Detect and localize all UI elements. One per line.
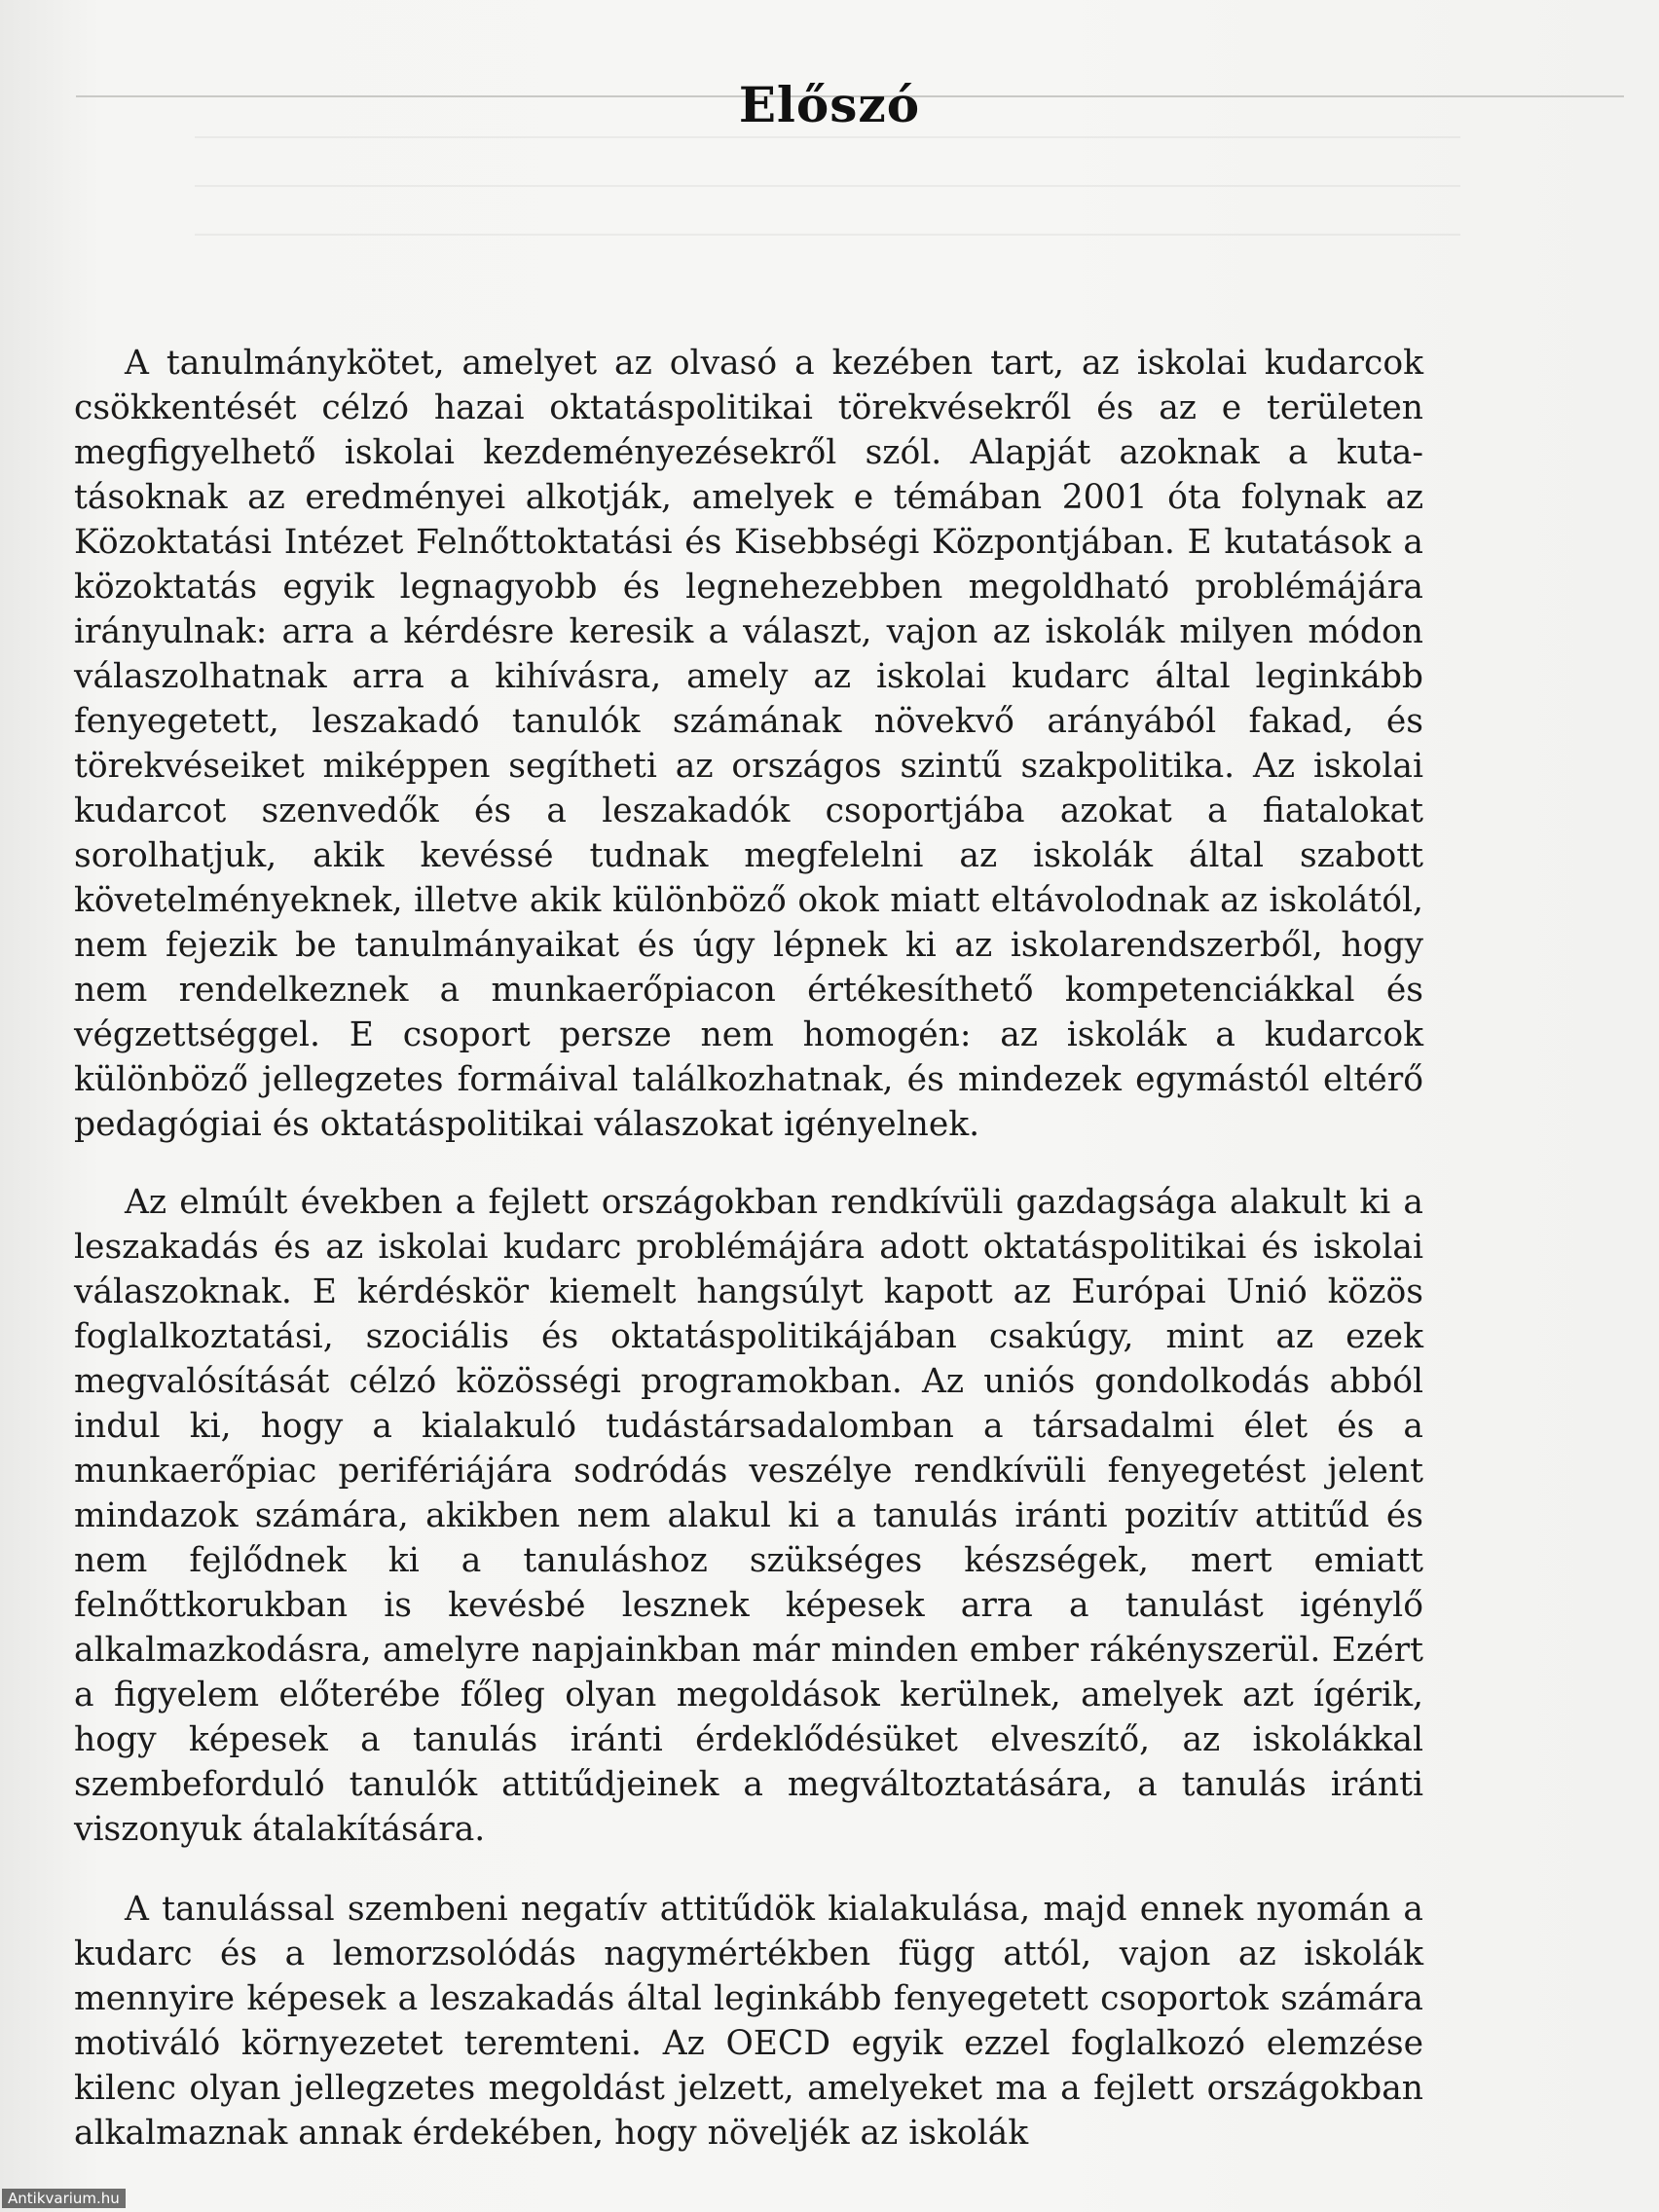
paragraph-3: A tanulással szembeni negatív attitűdök kialakulása, majd ennek nyomán a kudarc és a lemorzsolódás nagymértékben függ attól, vajon az iskolák mennyire képesek a leszakadás által leginkább fenyegetett csoportok számára motiváló környezetet teremteni. Az OECD egyik ezzel foglalkozó elemzése kilenc olyan jellegzetes megoldást jelzett, amelyeket ma a fejlett országokban alkalmaznak annak érdekében, hogy növeljék az iskolák bbox=[74, 1890, 1423, 2153]
page-title: Előszó bbox=[738, 76, 921, 133]
show-through-line bbox=[195, 185, 1460, 187]
show-through-line bbox=[195, 234, 1460, 236]
body-text bbox=[74, 341, 1423, 2185]
paragraph-2: Az elmúlt években a fejlett országokban rendkívüli gazdagsága alakult ki a leszakadás és az iskolai kudarc problémájára adott oktatáspolitikai és iskolai válaszoknak. E kérdéskör kiemelt hangsúlyt kapott az Európai Unió közös foglalkoztatási, szociális és oktatáspolitikájában csakúgy, mint az ezek megvalósítását célzó közösségi programokban. Az uniós gondolkodás abból indul ki, hogy a kialakuló tudástársadalomban a társadalmi élet és a munkaerőpiac perifériájára sodródás veszélye rendkívüli fenyegetést jelent mindazok számára, akikben nem alakul ki a tanulás iránti pozitív attitűd és nem fejlődnek ki a tanuláshoz szükséges készségek, mert emiatt felnőttkorukban is kevésbé lesznek képesek arra a tanulást igénylő alkalmazkodásra, amelyre napjainkban már minden ember rákényszerül. Ezért a figyelem előterébe főleg olyan megoldások kerülnek, amelyek azt ígérik, hogy képesek a tanulás iránti érdeklődésüket elveszítő, az iskolákkal szembeforduló tanulók attitűdjeinek a megváltoztatására, a tanulás iránti viszonyuk átalakítására. bbox=[74, 1183, 1423, 1849]
paragraph-1: A tanulmánykötet, amelyet az olvasó a kezében tart, az iskolai kudarcok csökkentését célzó hazai oktatáspolitikai törekvésekről és az e területen megfigyelhető iskolai kezdeményezésekről szól. Alapját azoknak a kutatásoknak az eredményei alkotják, amelyek e témában 2001 óta folynak az Közoktatási Intézet Felnőttoktatási és Kisebbségi Központjában. E kutatások a közoktatás egyik legnagyobb és legnehezebben megoldható problémájára irányulnak: arra a kérdésre keresik a választ, vajon az iskolák milyen módon válaszolhatnak arra a kihívásra, amely az iskolai kudarc által leginkább fenyegetett, leszakadó tanulók számának növekvő arányából fakad, és törekvéseiket miképpen segítheti az országos szintű szakpolitika. Az iskolai kudarcot szenvedők és a leszakadók csoportjába azokat a fiatalokat sorolhatjuk, akik kevéssé tudnak megfelelni az iskolák által szabott követelményeknek, illetve akik különböző okok miatt eltávolodnak az iskolától, nem fejezik be tanulmányaikat és úgy lépnek ki az iskolarendszerből, hogy nem rendelkeznek a munkaerőpiacon értékesíthető kompetenciákkal és végzettséggel. E csoport persze nem homogén: az iskolák a kudarcok különböző jellegzetes formáival találkozhatnak, és mindezek egymástól eltérő pedagógiai és oktatáspolitikai válaszokat igényelnek. bbox=[74, 344, 1423, 1144]
watermark: Antikvarium.hu bbox=[2, 2189, 126, 2208]
show-through-line bbox=[195, 136, 1460, 138]
